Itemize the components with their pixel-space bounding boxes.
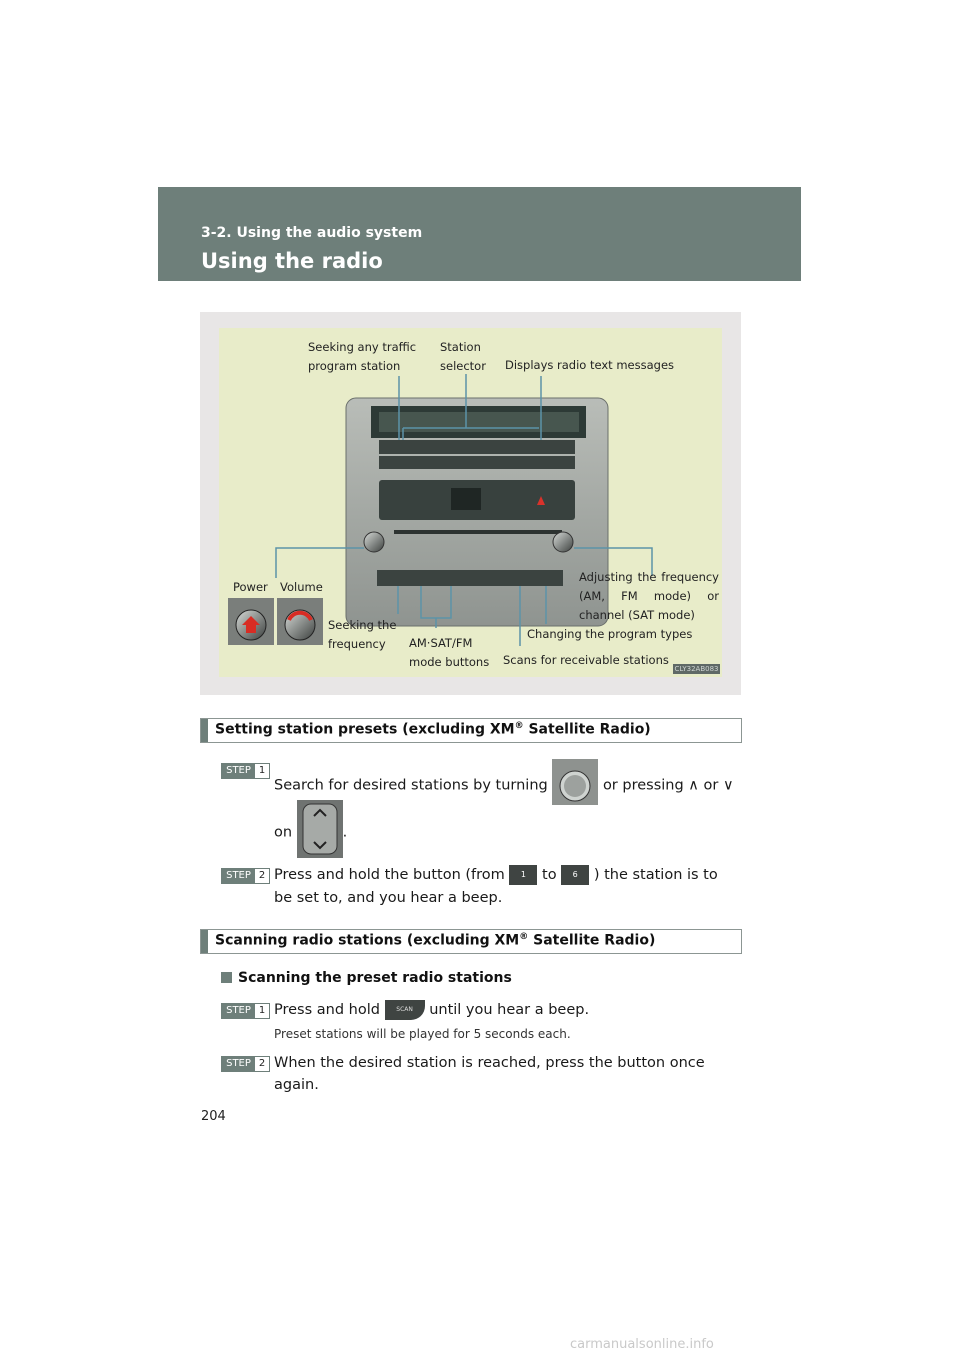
step-2-badge: STEP 2: [221, 1056, 270, 1072]
section-label: 3-2. Using the audio system: [201, 225, 423, 241]
function-button-row: [379, 456, 575, 469]
scan-button-icon: SCAN: [385, 1000, 425, 1020]
bar-marker: [201, 930, 208, 953]
subheading: Scanning the preset radio stations: [221, 970, 512, 986]
preset-6-button-icon: 6: [561, 865, 589, 885]
page-number: 204: [201, 1109, 226, 1124]
preset-button-row: [379, 440, 575, 454]
step-2-text-cont: be set to, and you hear a beep.: [274, 890, 503, 906]
step-1-text: Search for desired stations by turning or pressing ∧ or ∨: [274, 759, 740, 812]
label-scan: Scans for receivable stations: [503, 653, 669, 667]
power-volume-knob: [364, 532, 384, 552]
label-mode-buttons: AM·SAT/FM mode buttons: [409, 636, 490, 669]
step-1-badge: STEP 1: [221, 763, 270, 779]
step-2-text: Press and hold the button (from 1 to 6 ) the station is to: [274, 867, 718, 883]
mode-button-row: [377, 570, 563, 586]
label-adjust-frequency: Adjusting the frequency (AM, FM mode) or channel (SAT mode): [579, 570, 719, 622]
scan-step-1-text: Press and hold SCAN until you hear a beep.: [274, 1002, 590, 1018]
label-program-types: Changing the program types: [527, 627, 693, 641]
bar-marker: [201, 719, 208, 742]
disc-slot: [394, 530, 562, 534]
tune-file-knob-icon: [552, 759, 598, 812]
preset-1-button-icon: 1: [509, 865, 537, 885]
radio-figure: [200, 312, 741, 695]
seek-track-button-icon: [297, 800, 343, 865]
figure-code: CLY32AB083: [674, 665, 719, 673]
page-title: Using the radio: [201, 249, 383, 273]
step-2-badge: STEP 2: [221, 868, 270, 884]
watermark: carmanualsonline.info: [570, 1337, 714, 1352]
label-traffic: Seeking any traffic program station: [308, 340, 417, 373]
label-seek-frequency: Seeking the frequency: [328, 618, 397, 651]
scan-step-2-text: When the desired station is reached, press the button once again.: [274, 1055, 705, 1093]
label-station-selector: Station selector: [440, 340, 486, 373]
label-power: Power: [233, 580, 268, 594]
chapter-header: [158, 187, 801, 281]
square-bullet-icon: [221, 972, 232, 983]
label-volume: Volume: [280, 580, 323, 594]
figure-panel: [219, 328, 722, 677]
tune-file-knob: [553, 532, 573, 552]
section-bar-presets: [200, 718, 742, 743]
step-1-badge: STEP 1: [221, 1003, 270, 1019]
section-title-scanning: Scanning radio stations (excluding XM® Satellite Radio): [215, 932, 656, 949]
scan-note: Preset stations will be played for 5 seconds each.: [274, 1027, 571, 1041]
step-1-text-cont: on .: [274, 800, 347, 865]
label-text-messages: Displays radio text messages: [505, 358, 675, 372]
section-title-presets: Setting station presets (excluding XM® Satellite Radio): [215, 721, 651, 738]
section-bar-scanning: [200, 929, 742, 954]
